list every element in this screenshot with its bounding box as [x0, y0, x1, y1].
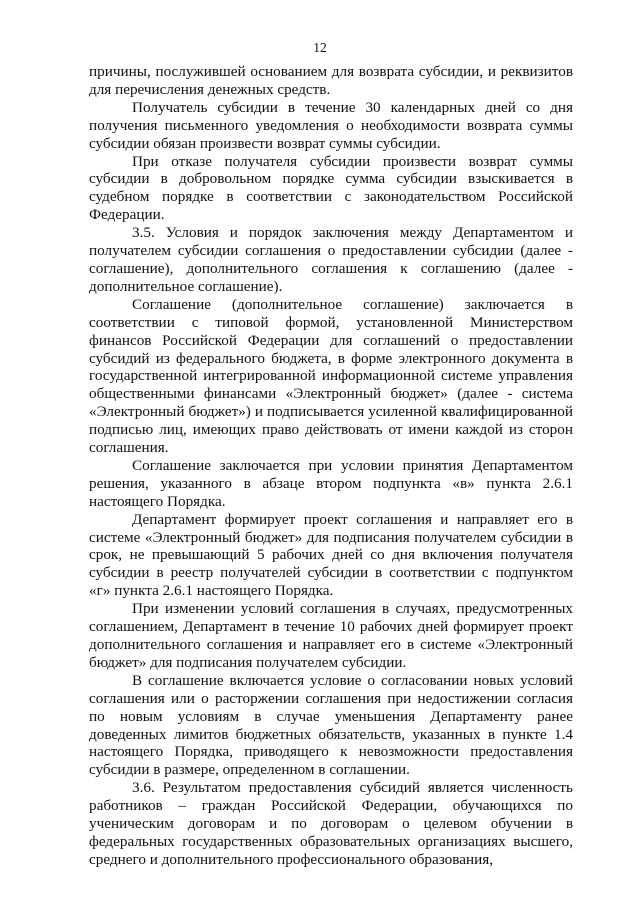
paragraph-refund-refusal: При отказе получателя субсидии произвести возврат суммы субсидии в добровольном порядке сумма субсидии взыскивается в судебном порядке в соответствии с законодательством Российской Федерации.: [89, 152, 573, 224]
paragraph-agreement-changes: При изменении условий соглашения в случаях, предусмотренных соглашением, Департамент в течение 10 рабочих дней формирует проект дополнительного соглашения и направляет его в системе «Электронный бюджет» для подписания получателем субсидии.: [89, 600, 573, 671]
paragraph-agreement-form: Соглашение (дополнительное соглашение) заключается в соответствии с типовой формой, установленной Министерством финансов Российской Федерации для соглашений о предоставлении субсидий из федерального бюджета, в форме электронного документа в государственной интегрированной информационной системе управления общественными финансами «Электронный бюджет» (далее - система «Электронный бюджет») и подписывается усиленной квалифицированной подписью лиц, имеющих право действовать от имени каждой из сторон соглашения.: [89, 295, 573, 457]
page-number: 12: [313, 40, 327, 55]
document-body: [89, 63, 573, 869]
paragraph-refund-deadline: Получатель субсидии в течение 30 календарных дней со дня получения письменного уведомления о необходимости возврата суммы субсидии обязан произвести возврат суммы субсидии.: [89, 98, 573, 152]
paragraph-refund-details: причины, послужившей основанием для возврата субсидии, и реквизитов для перечисления денежных средств.: [89, 63, 573, 98]
paragraph-agreement-condition: Соглашение заключается при условии принятия Департаментом решения, указанного в абзаце втором подпункта «в» пункта 2.6.1 настоящего Порядка.: [89, 456, 573, 510]
paragraph-section-3-6: 3.6. Результатом предоставления субсидий является численность работников – граждан Российской Федерации, обучающихся по ученическим договорам и по договорам о целевом обучении в федеральных государственных образовательных организациях высшего, среднего и дополнительного профессионального образования,: [89, 779, 573, 868]
paragraph-agreement-new-terms: В соглашение включается условие о согласовании новых условий соглашения или о расторжении соглашения при недостижении согласия по новым условиям в случае уменьшения Департаменту ранее доведенных лимитов бюджетных обязательств, указанных в пункте 1.4 настоящего Порядка, приводящего к невозможности предоставления субсидии в размере, определенном в соглашении.: [89, 671, 573, 779]
paragraph-agreement-draft: Департамент формирует проект соглашения и направляет его в системе «Электронный бюджет» для подписания получателем субсидии в срок, не превышающий 5 рабочих дней со дня включения получателя субсидии в реестр получателей субсидии в соответствии с подпунктом «г» пункта 2.6.1 настоящего Порядка.: [89, 510, 573, 600]
paragraph-section-3-5: 3.5. Условия и порядок заключения между Департаментом и получателем субсидии соглашения о предоставлении субсидии (далее - соглашение), дополнительного соглашения к соглашению (далее - дополнительное соглашение).: [89, 224, 573, 295]
